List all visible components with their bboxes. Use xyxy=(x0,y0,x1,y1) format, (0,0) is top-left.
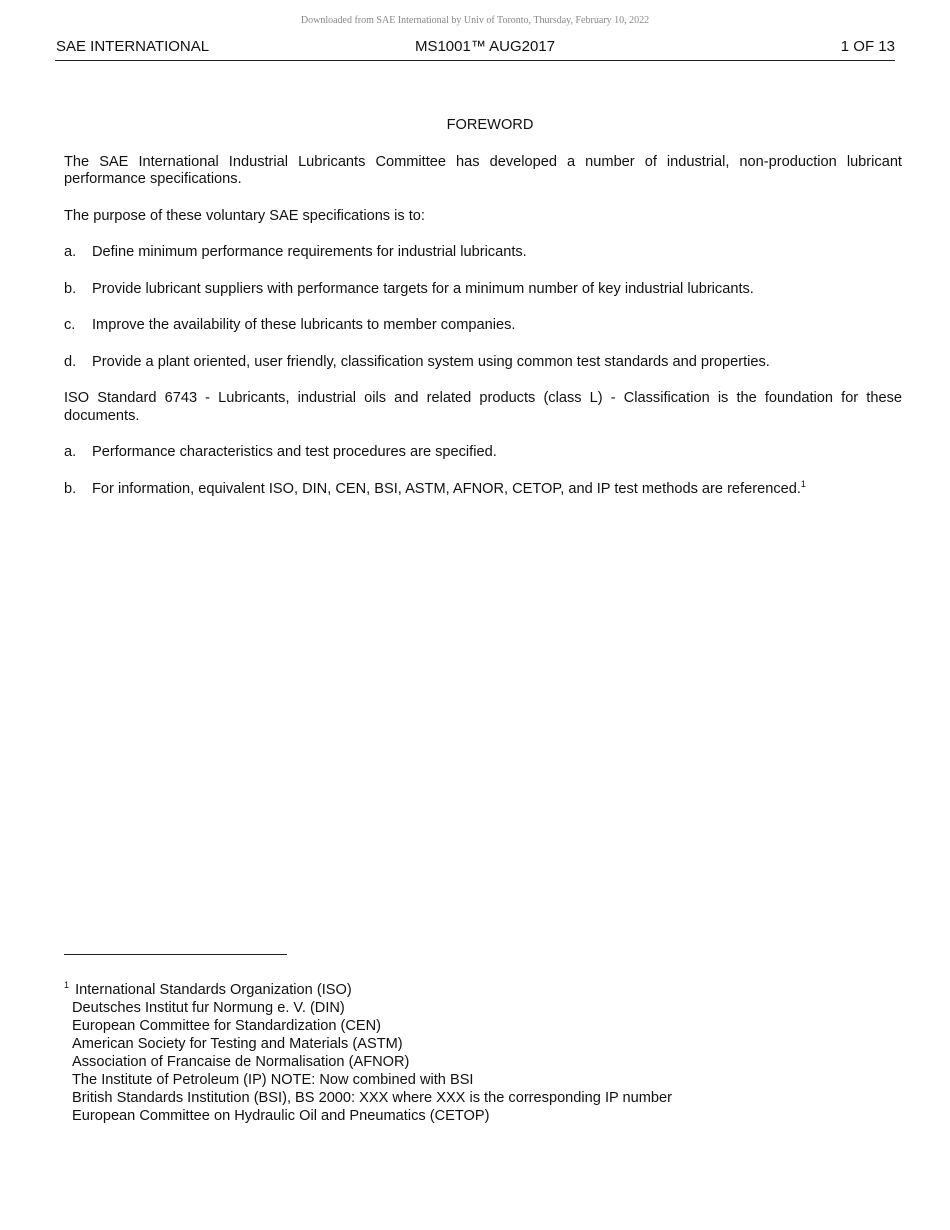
page-body xyxy=(64,117,902,517)
footnote-line: Association of Francaise de Normalisation (AFNOR) xyxy=(72,1054,410,1070)
page-header xyxy=(55,38,895,61)
list-text: Improve the availability of these lubricants to member companies. xyxy=(92,317,516,333)
list-marker: b. xyxy=(64,480,77,497)
footnote-line: European Committee for Standardization (CEN) xyxy=(72,1018,382,1034)
footnote-line: The Institute of Petroleum (IP) NOTE: Now combined with BSI xyxy=(72,1072,474,1088)
header-document-id: MS1001™ AUG2017 xyxy=(414,38,556,55)
download-watermark: Downloaded from SAE International by Univ of Toronto, Thursday, February 10, 2022 xyxy=(300,15,650,26)
footnote-text: International Standards Organization (ISO) xyxy=(75,982,352,998)
header-publisher: SAE INTERNATIONAL xyxy=(56,38,210,55)
footnote-line: American Society for Testing and Materials (ASTM) xyxy=(72,1036,403,1052)
list-marker: a. xyxy=(64,444,77,460)
list-item xyxy=(64,281,902,299)
list-text: For information, equivalent ISO, DIN, CEN, BSI, ASTM, AFNOR, CETOP, and IP test methods are referenced. xyxy=(92,480,801,497)
list-item xyxy=(64,317,902,335)
footnote-block xyxy=(64,981,672,1125)
iso-paragraph: ISO Standard 6743 - Lubricants, industrial oils and related products (class L) - Classification is the foundation for these documents. xyxy=(64,390,902,424)
list-marker: a. xyxy=(64,244,77,260)
footnote-line: European Committee on Hydraulic Oil and Pneumatics (CETOP) xyxy=(72,1108,490,1124)
list-marker: d. xyxy=(64,353,77,370)
list-marker: c. xyxy=(64,317,76,333)
footnote-line: Deutsches Institut fur Normung e. V. (DIN) xyxy=(72,1000,345,1016)
list-item xyxy=(64,244,902,262)
section-heading: FOREWORD xyxy=(446,117,534,133)
list-item xyxy=(64,478,902,499)
list-text: Performance characteristics and test procedures are specified. xyxy=(92,444,497,460)
list-text-with-footnote xyxy=(92,478,902,499)
list-marker: b. xyxy=(64,280,77,297)
footnote-line: British Standards Institution (BSI), BS 2000: XXX where XXX is the corresponding IP number xyxy=(72,1090,673,1106)
header-page-number: 1 OF 13 xyxy=(840,38,895,55)
purpose-intro: The purpose of these voluntary SAE specifications is to: xyxy=(64,207,425,224)
list-text: Define minimum performance requirements for industrial lubricants. xyxy=(92,244,527,260)
footnote-marker: 1 xyxy=(64,980,70,990)
intro-paragraph: The SAE International Industrial Lubricants Committee has developed a number of industrial, non-production lubricant performance specifications. xyxy=(64,153,902,187)
list-text: Provide lubricant suppliers with performance targets for a minimum number of key industrial lubricants. xyxy=(92,280,754,297)
footnote-divider xyxy=(64,954,287,955)
footnote-line xyxy=(64,981,672,999)
list-text: Provide a plant oriented, user friendly, classification system using common test standards and properties. xyxy=(92,353,770,370)
footnote-reference: 1 xyxy=(800,478,806,489)
list-item xyxy=(64,354,902,372)
list-item xyxy=(64,444,902,462)
